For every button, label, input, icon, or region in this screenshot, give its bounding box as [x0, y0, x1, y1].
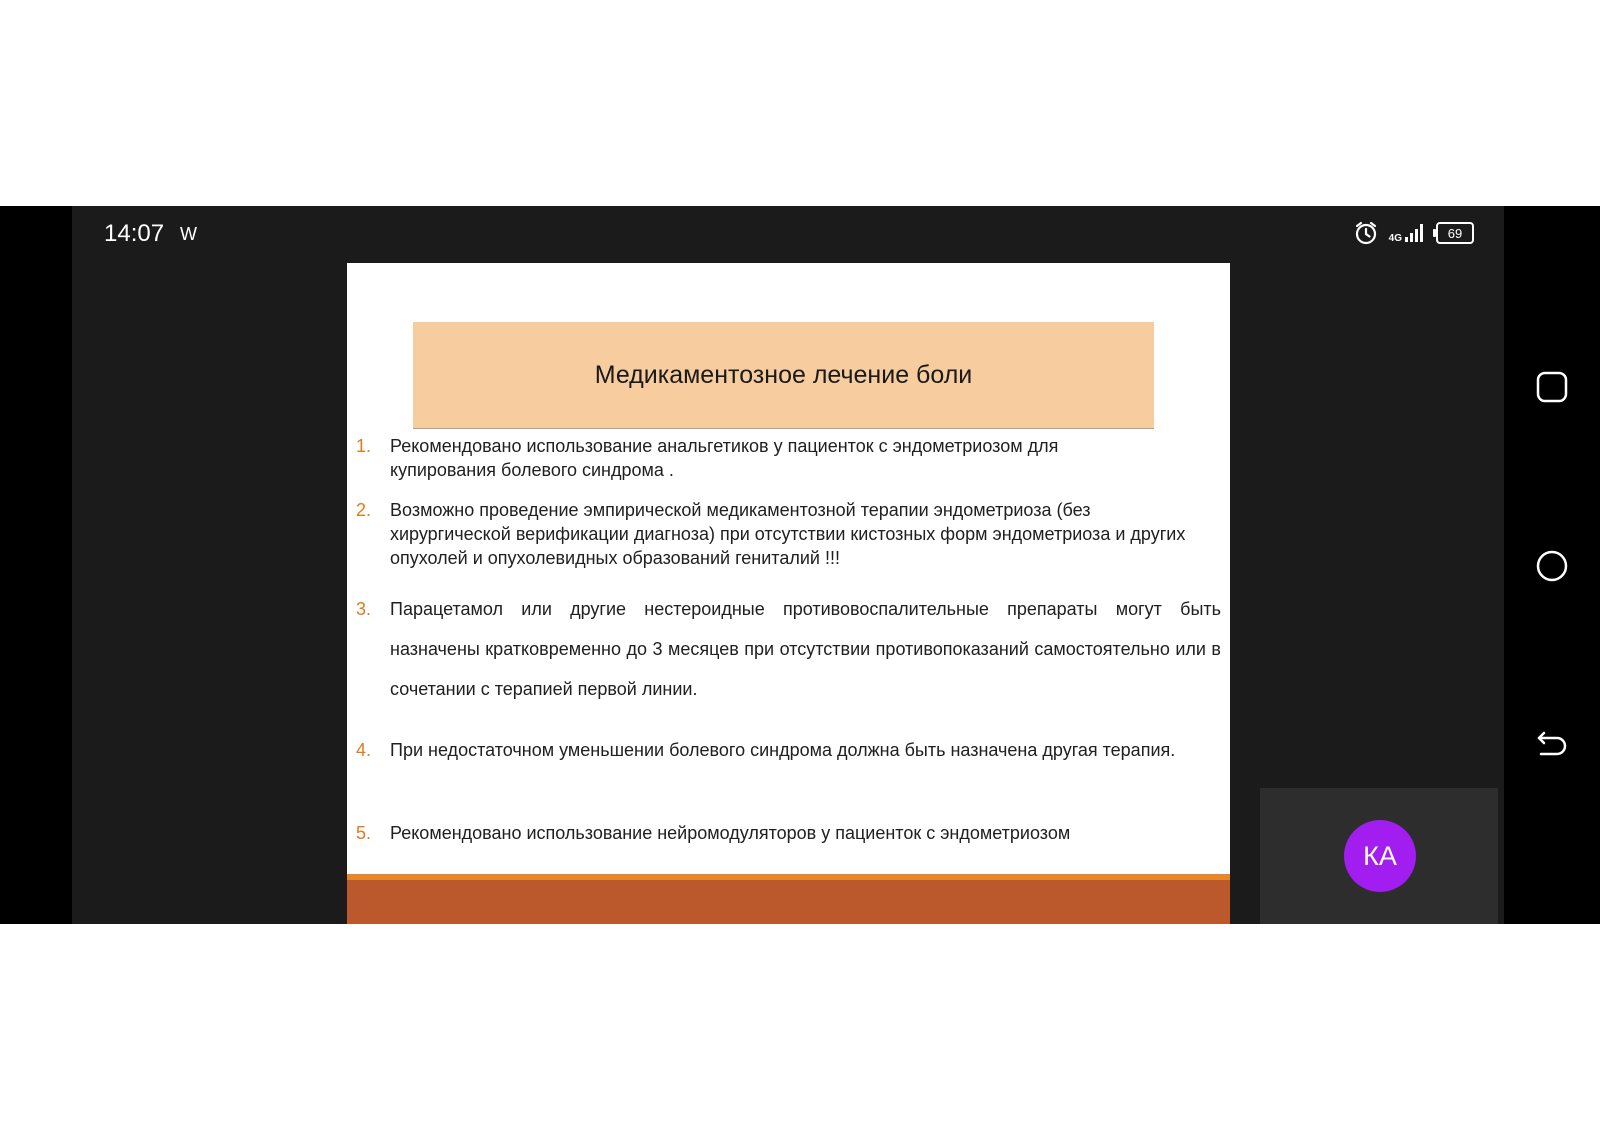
slide-footer-bar	[347, 880, 1230, 924]
back-nav-icon[interactable]	[1535, 729, 1569, 763]
list-item-text: Возможно проведение эмпирической медикаментозной терапии эндометриоза (без хирургической верификации диагноза) при отсутствии кистозных форм эндометриоза и других опухолей и опухолевидных образований гениталий !!!	[390, 500, 1186, 568]
app-notification-indicator: W	[180, 224, 197, 244]
recents-nav-icon[interactable]	[1535, 370, 1569, 404]
status-time: 14:07	[104, 220, 165, 247]
battery-level: 69	[1447, 225, 1463, 241]
phone-screen-frame	[0, 206, 1600, 924]
video-call-screen	[72, 206, 1504, 924]
home-nav-icon[interactable]	[1535, 549, 1569, 583]
list-item-text: Рекомендовано использование нейромодуляторов у пациенток с эндометриозом	[390, 823, 1071, 843]
list-item-text: При недостаточном уменьшении болевого синдрома должна быть назначена другая терапия.	[390, 740, 1176, 760]
list-item-number: 1.	[356, 436, 372, 456]
network-type-label: 4G	[1388, 233, 1402, 244]
status-bar	[72, 206, 1504, 262]
participant-avatar	[1344, 820, 1416, 892]
list-item-number: 3.	[356, 599, 372, 619]
slide-title-box	[413, 322, 1154, 429]
list-item-number: 5.	[356, 823, 372, 843]
list-item-number: 4.	[356, 740, 372, 760]
signal-4g-icon	[1389, 222, 1426, 244]
participant-initials: КА	[1363, 840, 1397, 871]
battery-icon	[1436, 222, 1474, 244]
list-item-text: Парацетамол или другие нестероидные противовоспалительные препараты могут быть назначены кратковременно до 3 месяцев при отсутствии противопоказаний самостоятельно или в сочетании с терапией первой линии.	[390, 599, 1221, 699]
signal-bars-icon	[1404, 222, 1426, 244]
slide-title: Медикаментозное лечение боли	[594, 360, 973, 389]
list-item-text: Рекомендовано использование анальгетиков у пациенток с эндометриозом для купирования болевого синдрома .	[390, 436, 1059, 480]
alarm-icon	[1353, 220, 1379, 246]
list-item-number: 2.	[356, 500, 372, 520]
shared-presentation-slide	[347, 263, 1230, 924]
status-icons	[1353, 218, 1474, 248]
participant-video-tile[interactable]	[1260, 788, 1498, 924]
